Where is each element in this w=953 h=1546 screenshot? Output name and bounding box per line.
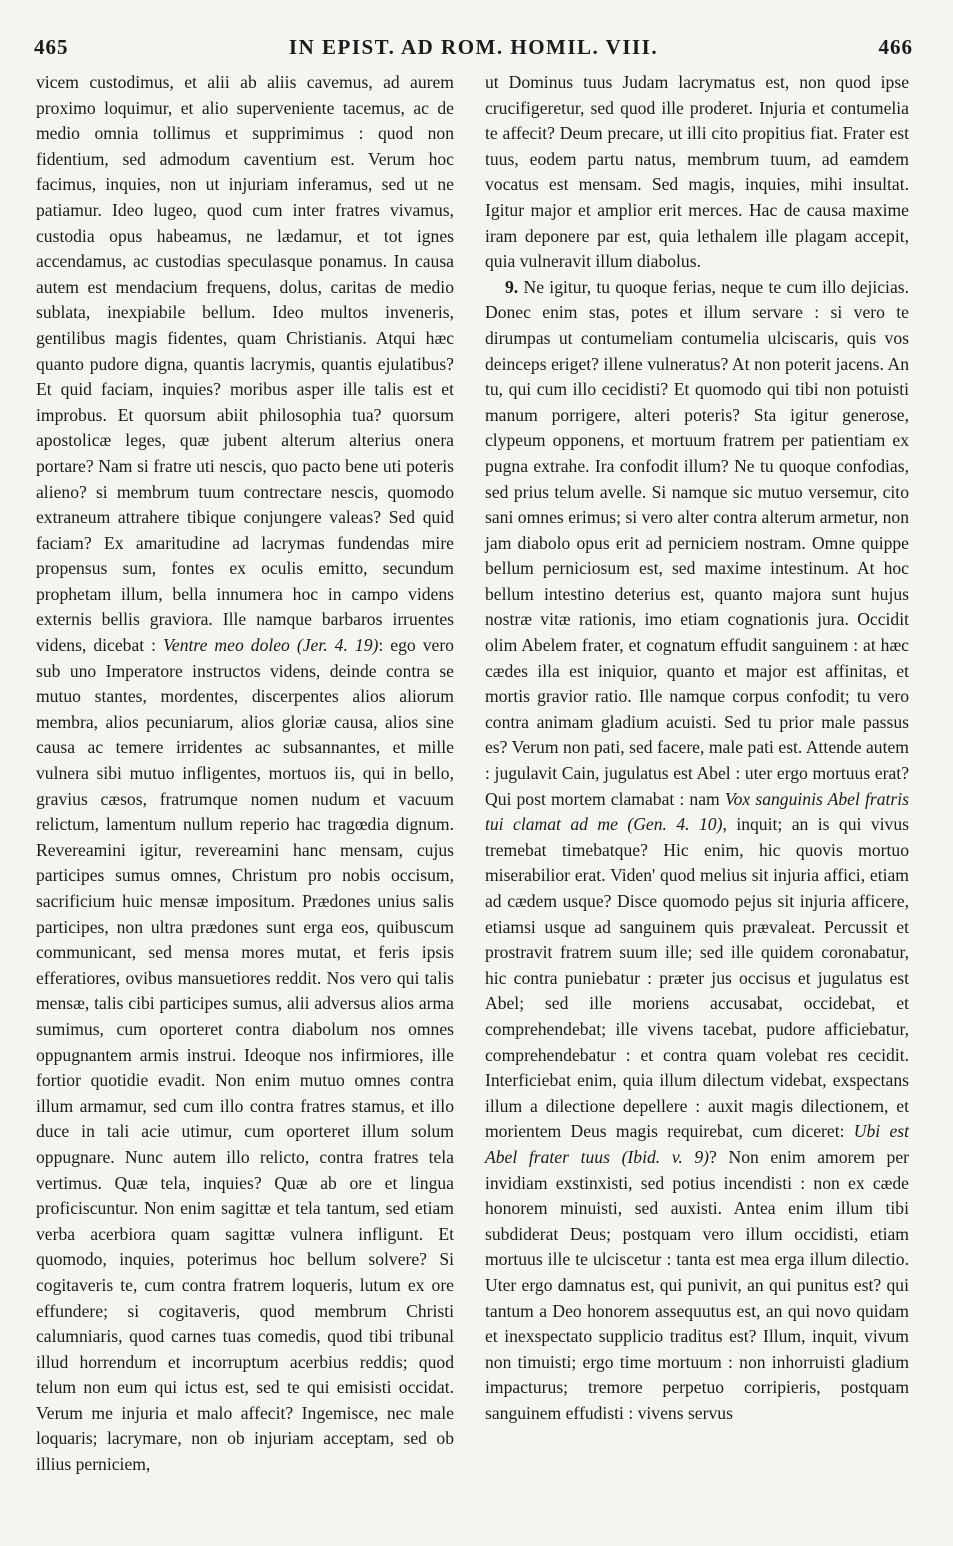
right-page-number: 466 [878, 34, 913, 59]
scripture-reference-genesis: Vox sanguinis Abel fratris tui clamat ad me (Gen. 4. 10) [485, 788, 909, 835]
paragraph-number: 9. [505, 276, 519, 297]
left-text-continued: : ego vero sub uno Imperatore instructos videns, deinde contra se mutuo stantes, mordentes, discerpentes alios aliorum membra, alios pecuniarum, alios gloriæ causa, alios sine causa ac temere irridentes ac subsannantes, et mille vulnera sibi mutuo infligentes, mortuos iis, qui in bello, gravius cæsos, fratrumque nomen nudum et vacuum relictum, lamentum nullum reperio hac tragœdia dignum. Revereamini igitur, revereamini hanc mensam, cujus participes sumus omnes, Christum pro nobis occisum, sacrificium huic mensæ impositum. Prædones unius salis participes, non ultra prædones sunt erga eos, quibuscum communicant, sed mensa mores mutat, et feris ipsis efferatiores, ovibus mansuetiores reddit. Nos vero qui talis mensæ, talis cibi participes sumus, alii adversus alios arma sumimus, cum oporteret contra diabolum nos omnes oppugnantem armis instrui. Ideoque nos infirmiores, ille fortior quotidie evadit. Non enim mutuo omnes contra illum armamur, sed cum illo contra fratres stamus, et illo duce in tali acie utimur, cum oporteret illum solum oppugnare. Nunc autem illo relicto, contra fratres tela vertimus. Quæ tela, inquies? Quæ ab ore et lingua proficiscuntur. Non enim sagittæ et tela tantum, sed etiam verba acerbiora quam sagittæ vulnera infligunt. Et quomodo, inquies, poterimus hoc bellum solvere? Si cogitaveris te, cum contra fratrem loqueris, lutum ex ore effundere; si cogitaveris, quod membrum Christi calumniaris, quod carnes tuas comedis, quod tibi tribunal illud horrendum et incorruptum acerbius reddis; quod telum non eum qui ictus est, sed te qui emisisti occidat. Verum me injuria et malo affecit? Ingemisce, nec male loquaris; lacrymare, non ob injuriam acceptam, sed ob illius perniciem, [36, 635, 454, 1475]
scripture-reference: Ventre meo doleo (Jer. 4. 19) [163, 635, 379, 656]
right-paragraph-1 [485, 70, 909, 275]
right-text: ut Dominus tuus Judam lacrymatus est, non quod ipse crucifigeretur, sed quod ille proderet. Injuria et contumelia te affecit? Deum precare, ut illi cito propitius fiat. Frater est tuus, eodem partu natus, membrum tuum, ad eamdem vocatus est mensam. Sed magis, inquies, mihi insultat. Igitur major et amplior erit merces. Hac de causa maxime iram deponere par est, quia lethalem ille plagam accepit, quia vulneravit illum diabolus. [485, 72, 909, 272]
left-paragraph [36, 70, 454, 1478]
scripture-reference-ibid: Ubi est Abel frater tuus (Ibid. v. 9) [485, 1121, 910, 1167]
running-title: IN EPIST. AD ROM. HOMIL. VIII. [288, 34, 659, 59]
right-column [485, 70, 909, 1426]
right-text-3: , inquit; an is qui vivus tremebat timebatque? Hic enim, hic quovis mortuo miserabilior erat. Viden' quod melius sit injuria affici, etiam ad cædem usque? Disce quomodo pejus sit injuria afficere, etiamsi usque ad sanguinem quis prævaleat. Percussit et prostravit fratrem suum ille; sed ille quidem coronabatur, hic contra puniebatur : præter jus occisus et jugulatus est Abel; sed ille moriens accusabat, occidebat, et comprehendebat; ille vivens tacebat, pudore afficiebatur, comprehendebatur : et contra quam volebat res cecidit. Interficiebat enim, quia illum dilectum videbat, exspectans illum a dilectione depellere : auxit magis dilectionem, et morientem Deus magis requirebat, cum diceret: [485, 814, 909, 1142]
running-header [34, 30, 913, 64]
right-paragraph-2 [485, 275, 909, 1427]
left-page-number: 465 [34, 34, 69, 59]
left-column [36, 70, 454, 1478]
left-text: vicem custodimus, et alii ab aliis cavemus, ad aurem proximo loquimur, et alio superveniente tacemus, ac de medio omnia tollimus et supprimimus : quod non fidentium, sed admodum caventium est. Verum hoc facimus, inquies, non ut injuriam inferamus, sed ut ne patiamur. Ideo lugeo, quod cum inter fratres vivamus, custodia opus habeamus, ne lædamur, et tot ignes accendamus, ac custodias speculasque ponamus. In causa autem est mendacium frequens, dolus, caritas de medio sublata, inexpiabile bellum. Ideo multos inveneris, gentilibus magis fidentes, quam Christianis. Atqui hæc quanto pudore digna, quantis lacrymis, quantis ejulatibus? Et quid faciam, inquies? moribus asper ille talis est et improbus. Et quorsum abiit philosophia tua? quorsum apostolicæ leges, quæ jubent alterum alterius onera portare? Nam si fratre uti nescis, quo pacto bene uti poteris alieno? si membrum tuum contrectare nescis, quomodo extraneum attrahere tibique conjungere valeas? Sed quid faciam? Ex amaritudine ad lacrymas fundendas mire propensus sum, fontes ex oculis emitto, secundum prophetam illum, bella innumera hoc in campo videns externis bellis graviora. Ille namque barbaros irruentes videns, dicebat : [36, 72, 454, 656]
right-text-4: ? Non enim amorem per invidiam exstinxisti, sed potius incendisti : non ex cæde honorem minuisti, sed auxisti. Antea enim illum tibi subdiderat Deus; postquam vero illum occidisti, etiam mortuus ille te ulciscetur : tanta est mea erga illum dilectio. Uter ergo damnatus est, qui punivit, an qui punitus est? qui tantum a Deo honorem assequutus est, an qui novo quidam et inexspectato supplicio traditus est? Illum, inquit, vivum non timuisti; ergo time mortuum : non inhorruisti gladium impacturus; tremore perpetuo corripieris, postquam sanguinem effudisti : vivens servus [485, 1146, 909, 1423]
right-text-2: Ne igitur, tu quoque ferias, neque te cum illo dejicias. Donec enim stas, potes et illum servare : si vero te dirumpas ut contumeliam contumelia ulciscaris, quis vos deinceps eriget? illene vulneratus? At non poterit jacens. An tu, qui cum illo cecidisti? Et quomodo qui tibi non potuisti manum porrigere, alteri poteris? Sta igitur generose, clypeum opponens, et mortuum fratrem per patientiam ex pugna extrahe. Ira confodit illum? Ne tu quoque confodias, sed prius telum avelle. Si namque sic mutuo versemur, cito sani omnes erimus; si vero alter contra alterum armetur, non jam diabolo opus erit ad perniciem nostram. Omne quippe bellum perniciosum est, sed maxime intestinum. At hoc bellum intestino deterius est, quanto majora sunt hujus nostræ vitæ rationis, imo etiam cognationis jura. Occidit olim Abelem frater, et cognatum effudit sanguinem : at hæc cædes illa est iniquior, quanto et major est affinitas, et mortis gravior ratio. Ille namque corpus confodit; tu vero contra animam gladium acuisti. Sed tu prior male passus es? Verum non pati, sed facere, male pati est. Attende autem : jugulavit Cain, jugulatus est Abel : uter ergo mortuus erat? Qui post mortem clamabat : nam [485, 276, 909, 809]
